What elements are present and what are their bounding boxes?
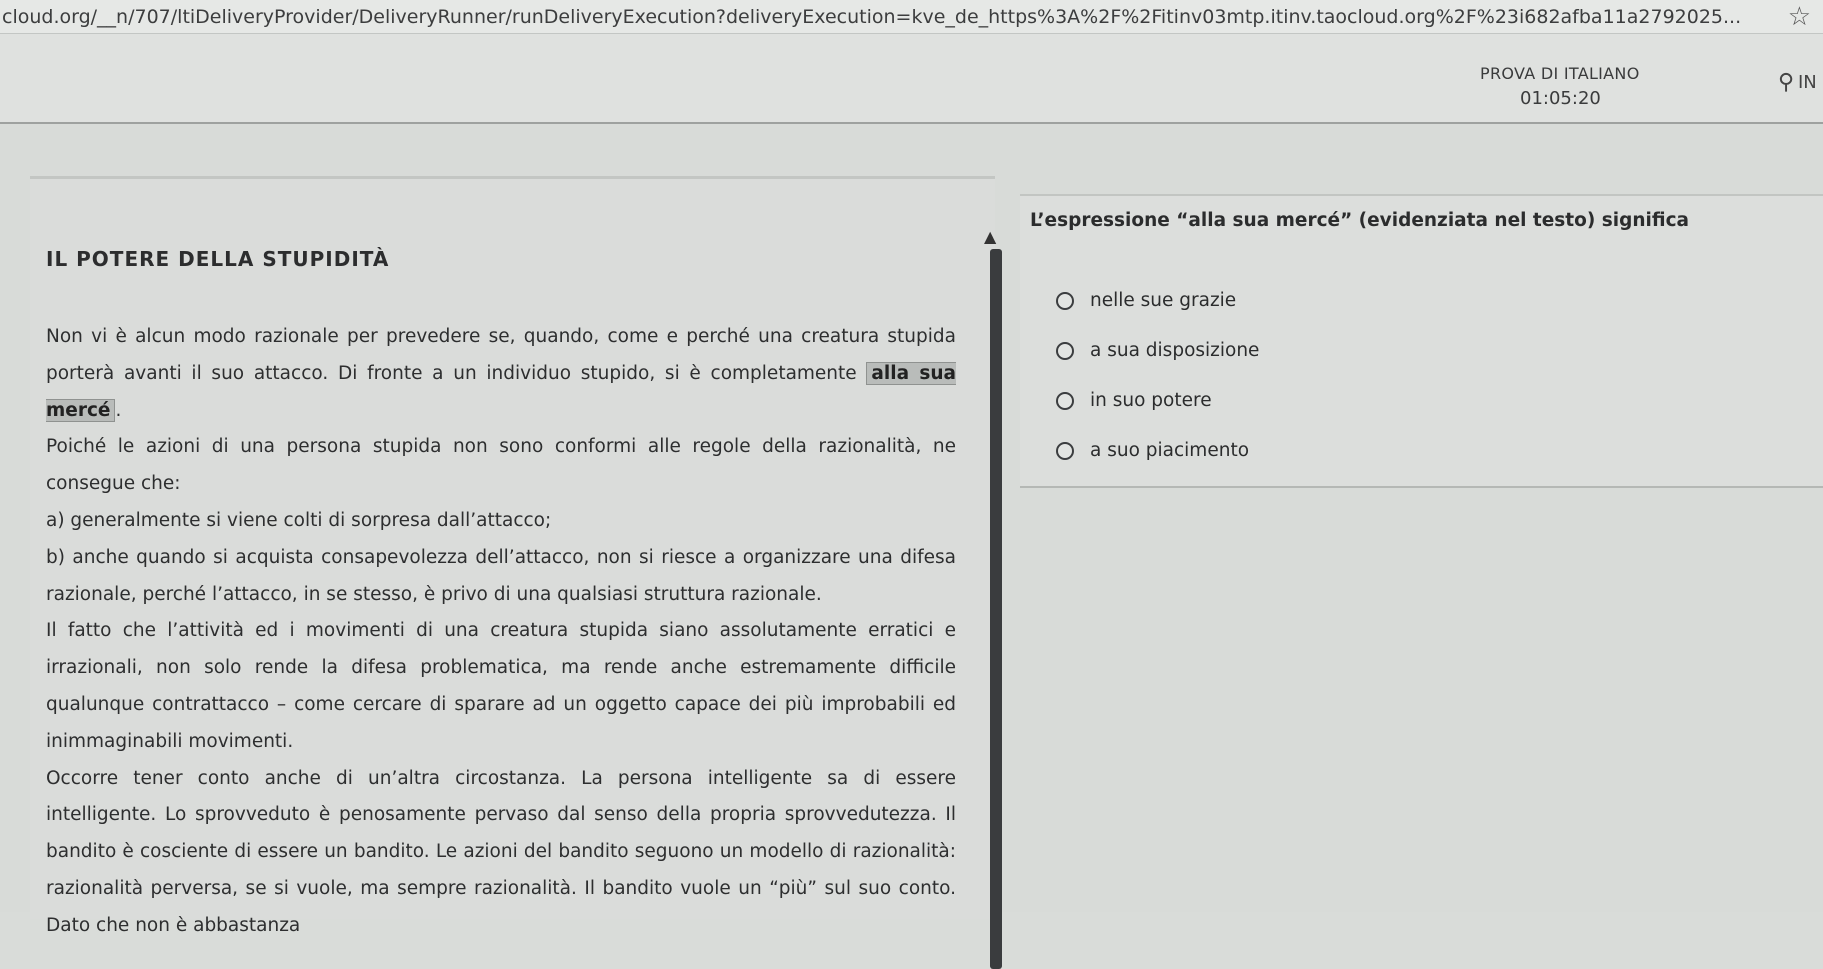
user-icon[interactable]: ⚲	[1778, 70, 1795, 95]
passage-scrollbar[interactable]	[990, 249, 1002, 969]
highlighted-expression: alla sua mercé	[46, 362, 957, 421]
choice-option[interactable]	[1056, 440, 1249, 461]
choice-option[interactable]	[1056, 340, 1259, 361]
passage-paragraph	[46, 319, 956, 429]
choice-label[interactable]: a sua disposizione	[1090, 340, 1260, 361]
choice-option[interactable]	[1056, 390, 1212, 411]
passage-body	[46, 319, 956, 945]
choice-label[interactable]: a suo piacimento	[1090, 440, 1250, 461]
passage-text: .	[115, 399, 122, 421]
passage-title: IL POTERE DELLA STUPIDITÀ	[46, 247, 390, 271]
choice-label[interactable]: nelle sue grazie	[1090, 290, 1237, 311]
passage-paragraph: Poiché le azioni di una persona stupida non sono conformi alle regole della razionalità, ne consegue che:	[46, 436, 956, 495]
scroll-up-icon[interactable]: ▲	[984, 227, 997, 246]
radio-button[interactable]	[1056, 292, 1074, 310]
user-label[interactable]: IN	[1798, 72, 1817, 93]
passage-paragraph: Occorre tener conto anche di un’altra circostanza. La persona intelligente sa di essere intelligente. Lo sprovveduto è penosamente pervaso dal senso della propria sprovvedutezza. Il bandito è cosciente di essere un bandito. Le azioni del bandito seguono un modello di razionalità: razionalità perversa, se si vuole, ma sempre razionalità. Il bandito vuole un “più” sul suo conto. Dato che non è abbastanza	[46, 767, 956, 936]
radio-button[interactable]	[1056, 342, 1074, 360]
passage-paragraph: b) anche quando si acquista consapevolezza dell’attacco, non si riesce a organizzare una difesa razionale, perché l’attacco, in se stesso, è privo di una qualsiasi struttura razionale.	[46, 546, 956, 605]
radio-button[interactable]	[1056, 392, 1074, 410]
passage-paragraph: Il fatto che l’attività ed i movimenti di una creatura stupida siano assolutamente erratici e irrazionali, non solo rende la difesa problematica, ma rende anche estremamente difficile qualunque contrattacco – come cercare di sparare ad un oggetto capace dei più improbabili ed inimmaginabili movimenti.	[46, 620, 956, 752]
content-area	[0, 124, 1823, 936]
test-header	[0, 34, 1823, 124]
passage-paragraph: a) generalmente si viene colti di sorpresa dall’attacco;	[46, 509, 552, 531]
radio-button[interactable]	[1056, 442, 1074, 460]
address-bar[interactable]	[0, 0, 1823, 34]
test-timer: 01:05:20	[1520, 88, 1601, 109]
question-panel	[1020, 194, 1823, 488]
choice-label[interactable]: in suo potere	[1090, 390, 1212, 411]
url-text[interactable]: cloud.org/__n/707/ltiDeliveryProvider/DeliveryRunner/runDeliveryExecution?deliveryExecution=kve_de_https%3A%2F%2Fitinv03mtp.itinv.taocloud.org%2F%23i682afba11a2792025...	[2, 5, 1742, 28]
bookmark-star-icon[interactable]: ☆	[1787, 2, 1811, 32]
question-prompt: L’espressione “alla sua mercé” (evidenziata nel testo) significa	[1030, 210, 1690, 231]
test-title: PROVA DI ITALIANO	[1480, 64, 1640, 83]
passage-text: Non vi è alcun modo razionale per prevedere se, quando, come e perché una creatura stupida porterà avanti il suo attacco. Di fronte a un individuo stupido, si è completamente	[46, 326, 956, 384]
choice-option[interactable]	[1056, 290, 1236, 311]
reading-passage-panel	[30, 176, 997, 936]
